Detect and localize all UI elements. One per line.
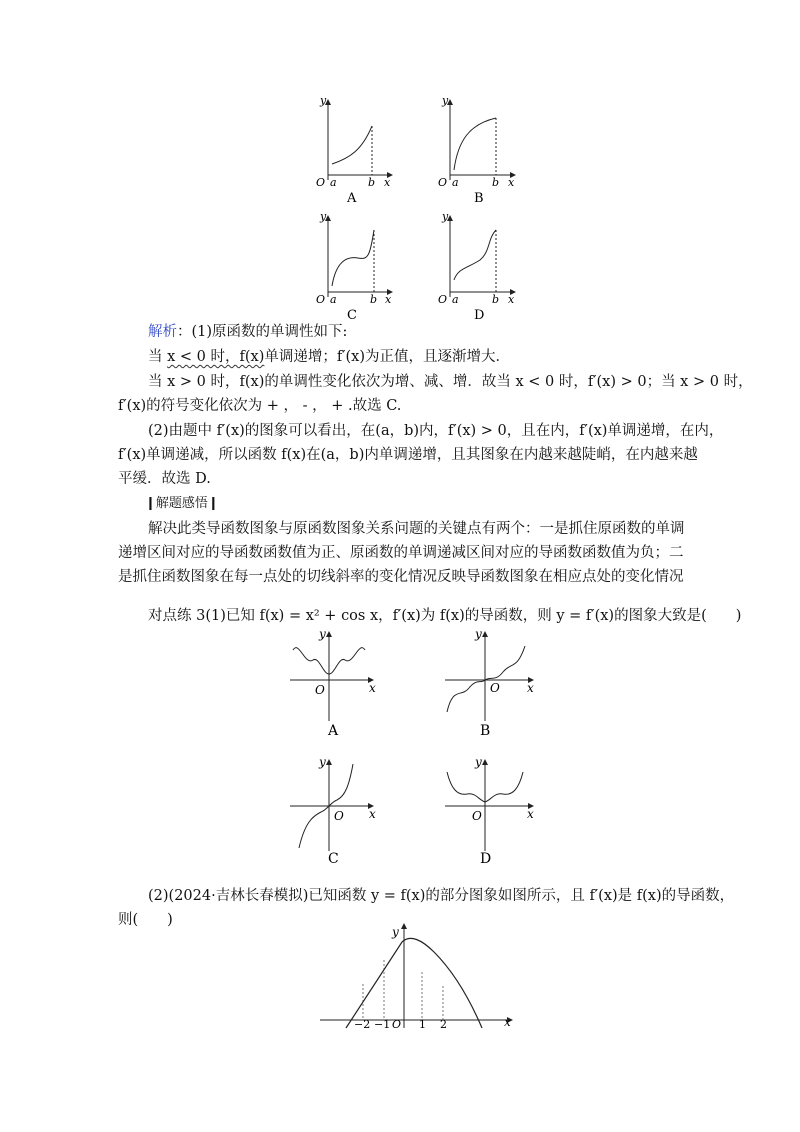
axis-x-label: x [527,807,534,821]
curve-b [447,646,525,712]
axis-x-label: x [527,681,534,695]
axis-y-label: y [442,94,449,107]
insight-line-3: 是抓住函数图象在每一点处的切线斜率的变化情况反映导函数图象在相应点处的变化情况 [118,569,684,585]
analysis-line-3: 当 x > 0 时，f(x)的单调性变化依次为增、减、增．故当 x < 0 时，f′(x) > 0；当 x > 0 时， [148,374,753,390]
figure-1-panel-d [438,210,515,320]
origin-label: O [490,681,500,695]
point-b-label: b [492,176,500,189]
analysis-line-5: (2)由题中 f′(x)的图象可以看出，在(a，b)内，f′(x) > 0，且在内，f′(x)单调递增，在内， [148,423,724,439]
analysis-text: ：(1)原函数的单调性如下: [177,324,348,340]
figure-1-panel-a [316,94,392,206]
curve-b [454,118,496,170]
axis-x-label: x [508,293,515,306]
analysis-line-2 [148,347,510,367]
axis-y-label: y [319,627,326,641]
axis-y-label: y [442,210,449,223]
caption-b: B [480,723,491,739]
tick-label: −1 [374,1018,391,1031]
insight-title: ❙解题感悟❙ [145,496,219,511]
point-b-label: b [492,293,500,306]
insight-line-1: 解决此类导函数图象与原函数图象关系问题的关键点有两个：一是抓住原函数的单调 [148,521,685,537]
origin-label: O [316,176,326,189]
origin-label: O [334,809,344,823]
origin-label: O [438,176,448,189]
axis-x-label: x [504,1015,511,1029]
figure-2-panel-a [290,627,376,739]
axis-y-label: y [392,925,399,939]
figure-2-panel-b [445,627,534,739]
point-b-label: b [370,293,378,306]
origin-label: O [438,293,448,306]
analysis-p2-prefix: 当 [148,349,168,365]
curve-d [454,230,496,280]
origin-label: O [315,683,325,697]
figure-1-panel-b [438,94,515,206]
caption-a: A [328,723,339,739]
analysis-line-1 [148,322,347,342]
exercise-question-2-line-1: (2)(2024·吉林长春模拟)已知函数 y = f(x)的部分图象如图所示，且 f′(x)是 f(x)的导函数， [148,888,735,904]
caption-c: C [347,308,357,320]
curve-a [332,126,372,164]
point-a-label: a [452,293,459,306]
caption-a: A [347,191,357,206]
axis-y-label: y [320,94,327,107]
caption-c: C [328,851,339,867]
analysis-label: 解析 [148,324,177,340]
point-a-label: a [330,176,337,189]
caption-d: D [474,308,485,320]
wavy-underlined-text: x < 0 时，f(x) [167,349,265,365]
exercise-question-2-line-2: 则( ) [118,912,173,928]
axis-y-label: y [475,627,482,641]
axis-x-label: x [369,681,376,695]
tick-label: 1 [419,1018,426,1031]
axis-y-label: y [475,755,482,769]
figure-2-panel-c [290,755,376,867]
axis-x-label: x [508,176,515,189]
function-curve [346,938,482,1028]
origin-label: O [472,809,482,823]
point-a-label: a [452,176,459,189]
caption-b: B [474,191,484,206]
analysis-line-7: 平缓．故选 D. [118,471,211,487]
axis-y-label: y [319,755,326,769]
axis-y-label: y [320,210,327,223]
origin-label: O [392,1018,402,1031]
origin-label: O [316,293,326,306]
point-b-label: b [368,176,376,189]
analysis-line-6: f′(x)单调递减，所以函数 f(x)在(a，b)内单调递增，且其图象在内越来越陡峭，在内越来越 [118,447,698,463]
axis-x-label: x [385,293,392,306]
axis-x-label: x [369,807,376,821]
analysis-p2-suffix: 单调递增；f′(x)为正值，且逐渐增大． [264,349,511,365]
curve-c [332,230,374,286]
tick-label: −2 [354,1018,371,1031]
figure-2-panel-d [445,755,534,867]
figure-1 [300,90,540,320]
caption-d: D [480,851,492,867]
insight-line-2: 递增区间对应的导函数函数值为正、原函数的单调递减区间对应的导函数函数值为负；二 [118,545,684,561]
axis-x-label: x [384,176,391,189]
figure-3 [318,920,518,1032]
figure-2 [285,626,545,871]
point-a-label: a [330,293,337,306]
tick-label: 2 [440,1018,447,1031]
analysis-line-4: f′(x)的符号变化依次为 + ， - ， + .故选 C. [118,398,402,414]
figure-1-panel-c [316,210,392,320]
exercise-question-1: 对点练 3(1)已知 f(x) = x² + cos x，f′(x)为 f(x)的导函数，则 y = f′(x)的图象大致是( ) [148,608,742,624]
